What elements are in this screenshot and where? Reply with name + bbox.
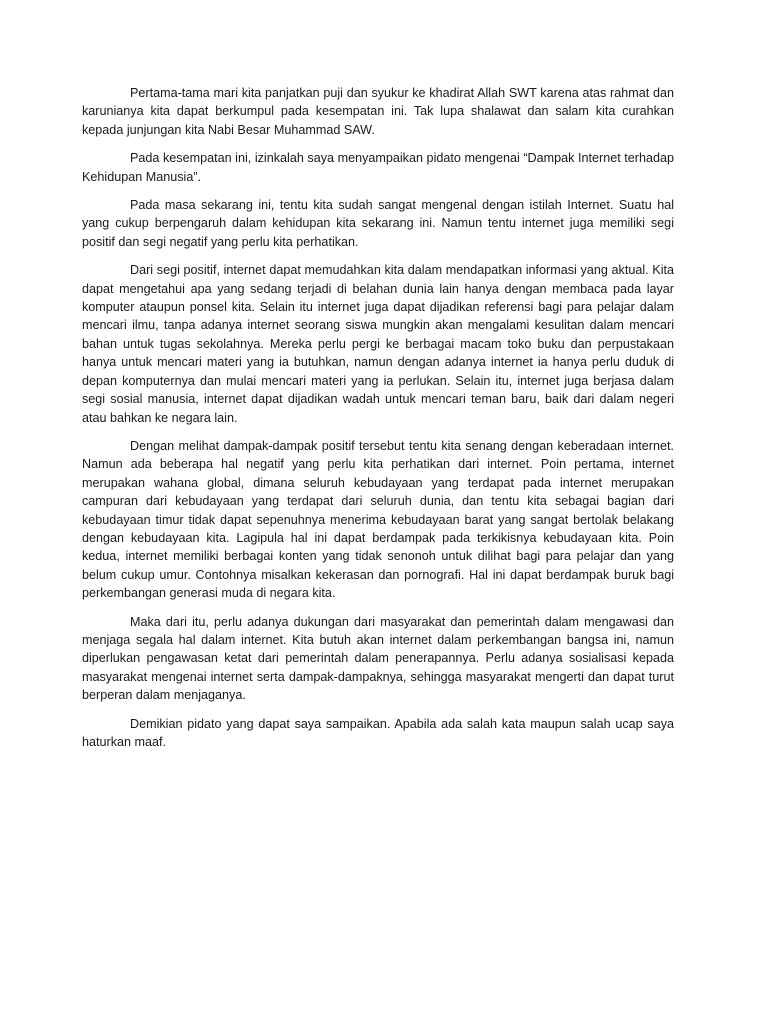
paragraph-closing: Demikian pidato yang dapat saya sampaikan. Apabila ada salah kata maupun salah ucap saya haturkan maaf. (82, 716, 674, 749)
paragraph-positive-impact: Dari segi positif, internet dapat memudahkan kita dalam mendapatkan informasi yang aktual. Kita dapat mengetahui apa yang sedang terjadi di belahan dunia lain hanya dengan membaca pada layar komputer ataupun ponsel kita. Selain itu internet juga dapat dijadikan referensi bagi para pelajar dalam mencari ilmu, tanpa adanya internet seorang siswa mungkin akan mengalami kesulitan dalam mencari bahan untuk tugas sekolahnya. Mereka perlu pergi ke berbagai macam toko buku dan perpustakaan hanya untuk mencari materi yang ia butuhkan, namun dengan adanya internet ia hanya perlu duduk di depan komputernya dan mulai mencari materi yang ia perlukan. Selain itu, internet juga berjasa dalam segi sosial manusia, internet dapat dijadikan wadah untuk mencari teman baru, baik dari dalam negeri atau bahkan ke negara lain. (82, 263, 674, 425)
paragraph-introduction: Pada masa sekarang ini, tentu kita sudah sangat mengenal dengan istilah Internet. Suatu hal yang cukup berpengaruh dalam kehidupan kita sekarang ini. Namun tentu internet juga memiliki segi positif dan segi negatif yang perlu kita perhatikan. (82, 198, 674, 249)
paragraph-topic: Pada kesempatan ini, izinkalah saya menyampaikan pidato mengenai “Dampak Internet terhadap Kehidupan Manusia”. (82, 151, 674, 184)
paragraph-conclusion: Maka dari itu, perlu adanya dukungan dari masyarakat dan pemerintah dalam mengawasi dan menjaga segala hal dalam internet. Kita butuh akan internet dalam perkembangan bangsa ini, namun diperlukan pengawasan ketat dari pemerintah dalam penerapannya. Perlu adanya sosialisasi kepada masyarakat mengenai internet serta dampak-dampaknya, sehingga masyarakat mengerti dan dapat turut berperan dalam menjaganya. (82, 614, 674, 703)
document-body (82, 84, 674, 761)
paragraph-opening: Pertama-tama mari kita panjatkan puji dan syukur ke khadirat Allah SWT karena atas rahmat dan karunianya kita dapat berkumpul pada kesempatan ini. Tak lupa shalawat dan salam kita curahkan kepada junjungan kita Nabi Besar Muhammad SAW. (82, 86, 674, 137)
paragraph-negative-impact: Dengan melihat dampak-dampak positif tersebut tentu kita senang dengan keberadaan internet. Namun ada beberapa hal negatif yang perlu kita perhatikan dari internet. Poin pertama, internet merupakan wahana global, dimana seluruh kebudayaan yang terdapat pada internet merupakan campuran dari kebudayaan yang terdapat dari seluruh dunia, dan tentu kita sebagai bagian dari kebudayaan timur tidak dapat sepenuhnya menerima kebudayaan barat yang sangat bertolak belakang dengan kebudayaan kita. Lagipula hal ini dapat berdampak pada terkikisnya kebudayaan kita. Poin kedua, internet memiliki berbagai konten yang tidak senonoh untuk dilihat bagi para pelajar dan yang belum cukup umur. Contohnya misalkan kekerasan dan pornografi. Hal ini dapat berdampak buruk bagi perkembangan generasi muda di negara kita. (82, 438, 674, 601)
